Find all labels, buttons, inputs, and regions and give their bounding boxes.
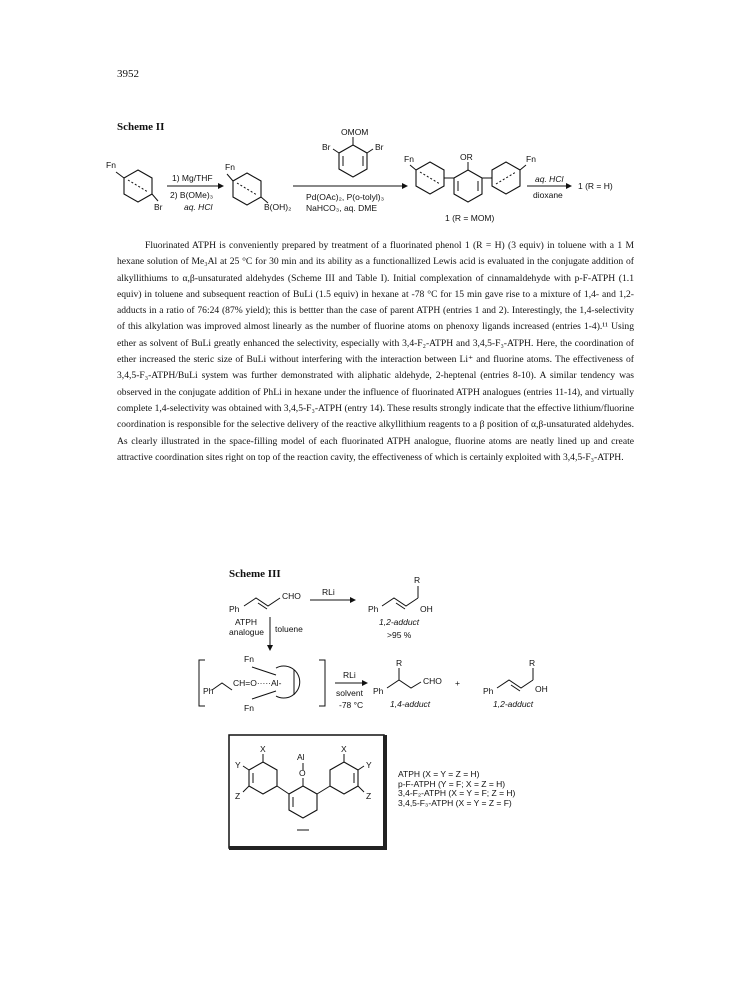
step1-reagent-2: 2) B(OMe)₃ [170,190,214,200]
body-paragraph: Fluorinated ATPH is conveniently prepared by treatment of a fluorinated phenol 1 (R = H) (3 equiv) in toluene with a 1 M hexane solution of Me₃Al at 25 °C for 30 min and its ability as a functionallized Lewis acid is evaluated in the conjugate addition of alkyllithiums to α,β-unsaturated aldehydes (Scheme III and Table I). Initial complexation of cinnamaldehyde with p-F-ATPH (1.1 equiv) in toluene and subsequent reaction of BuLi (1.5 equiv) in hexane at -78 °C for 15 min gave rise to a mixture of 1,4- and 1,2-adducts in a ratio of 76:24 (87% yield); this is bettter than the case of parent ATPH (entries 1 and 2). Interestingly, the 1,4-selectivity of this alkylation was improved almost linearly as the number of fluorine atoms on phenoxy ligands increased (entries 1-4).¹¹ Using ether as solvent of BuLi greatly enhanced the selectivity, especially with 3,4-F₂-ATPH and 3,4,5-F₃-ATPH. Here, the coordination of ether increased the steric size of BuLi without interfering with the interaction between Li⁺ and fluorine atoms. The effectiveness of 3,4,5-F₃-ATPH/BuLi system was further demonstrated with aliphatic aldehyde, 2-heptenal (entries 8-10). A similar tendency was observed in the conjugate addition of PhLi in hexane under the influence of fluorinated ATPH analogues (entries 11-14), and virtually complete 1,4-selectivity was obtained with 3,4,5-F₃-ATPH (entry 14). These results strongly indicate that the effective lithium/fluorine coordination is responsible for the selective delivery of the reactive alkyllithium reagents to a β position of α,β-unsaturated aldehydes. As clearly illustrated in the space-filling model of each fluorinated ATPH analogue, fluorine atoms are neatly lined up and create attractive coordination sites right on top of the reaction cavity, the effectiveness of which is certainly exploited with 3,4,5-F₃-ATPH. [117,240,634,463]
bracket-right [319,660,325,706]
label-plus: + [455,678,460,688]
label-temp: -78 °C [339,700,364,710]
bond-z [243,786,249,792]
label-br-right: Br [375,142,384,152]
atph-z-left: Z [235,791,241,801]
label-or: OR [460,152,473,162]
label-boh2: B(OH)₂ [264,202,292,212]
label-adduct12-top: 1,2-adduct [379,617,420,627]
bond-z [358,786,364,792]
label-toluene: toluene [275,624,303,634]
adduct12-lower-chain [497,680,533,688]
bond-fn-up [252,667,276,675]
cinnamaldehyde-chain [244,598,280,606]
label-ph-14: Ph [373,686,384,696]
label-rli-top: RLi [322,587,335,597]
label-ph-top: Ph [368,604,379,614]
compound-1-h: 1 (R = H) [578,181,613,191]
structure-frame [229,735,384,848]
compound-1-mom: 1 (R = MOM) [445,213,495,223]
label-atph: ATPH [235,617,258,627]
adduct12-chain [382,598,418,606]
label-br-a: Br [154,202,163,212]
label-complex: CH=O·····Al- [233,678,282,688]
label-ph-complex: Ph [203,686,214,696]
step1-reagent-1: 1) Mg/THF [172,173,213,183]
step3-reagent-1: aq. HCl [535,174,564,184]
atph-o: O [299,768,306,778]
frame-shadow-right [383,735,387,850]
label-fn-right: Fn [526,154,536,164]
scheme-ii-title: Scheme II [117,121,165,133]
label-ph-12: Ph [483,686,494,696]
frame-shadow-bottom [229,846,387,850]
label-adduct12: 1,2-adduct [493,699,534,709]
bracket-left [199,660,205,706]
atph-z-right: Z [366,791,372,801]
label-rli-mid: RLi [343,670,356,680]
scheme-iii-title: Scheme III [229,568,281,580]
bond-fn-down [252,691,276,699]
bond-y [243,766,249,770]
label-fn-down: Fn [244,703,254,713]
label-omom: OMOM [341,127,369,137]
aryl-bond [277,786,289,794]
complex-chain [212,683,232,690]
legend-atph: ATPH (X = Y = Z = H) [398,769,480,779]
adduct14-chain [387,680,421,688]
label-yield: >95 % [387,630,412,640]
aryl-bond [317,786,330,794]
label-br-left: Br [322,142,331,152]
atph-legend [398,770,515,808]
atph-y-right: Y [366,760,372,770]
page-number: 3952 [117,68,139,80]
label-r-12: R [529,658,536,668]
arrowhead [350,597,356,603]
label-fn-a: Fn [106,160,116,170]
atph-al: Al [297,752,305,762]
legend-p-f-atph: p-F-ATPH (Y = F; X = Z = H) [398,778,506,789]
label-r-top: R [414,575,421,585]
legend-345-f3-atph: 3,4,5-F₃-ATPH (X = Y = Z = F) [398,797,512,808]
label-cho: CHO [282,591,301,601]
step2-reagent-2: NaHCO₃, aq. DME [306,203,378,213]
arrowhead [362,680,368,686]
step1-reagent-3: aq. HCl [184,202,213,212]
bond-y [358,766,364,770]
step3-reagent-2: dioxane [533,190,563,200]
label-adduct14: 1,4-adduct [390,699,431,709]
label-cho-14: CHO [423,676,442,686]
label-oh-top: OH [420,604,433,614]
atph-y-left: Y [235,760,241,770]
step2-reagent-1: Pd(OAc)₂, P(o-tolyl)₃ [306,192,385,202]
label-r-14: R [396,658,403,668]
arrowhead [267,645,273,651]
legend-34-f2-atph: 3,4-F₂-ATPH (X = Y = F; Z = H) [398,788,516,798]
label-solvent: solvent [336,688,363,698]
label-fn-b: Fn [225,162,235,172]
atph-x-left: X [260,744,266,754]
atph-x-right: X [341,744,347,754]
label-fn-left: Fn [404,154,414,164]
label-analogue: analogue [229,627,264,637]
label-fn-up: Fn [244,654,254,664]
label-oh-12: OH [535,684,548,694]
label-ph: Ph [229,604,240,614]
